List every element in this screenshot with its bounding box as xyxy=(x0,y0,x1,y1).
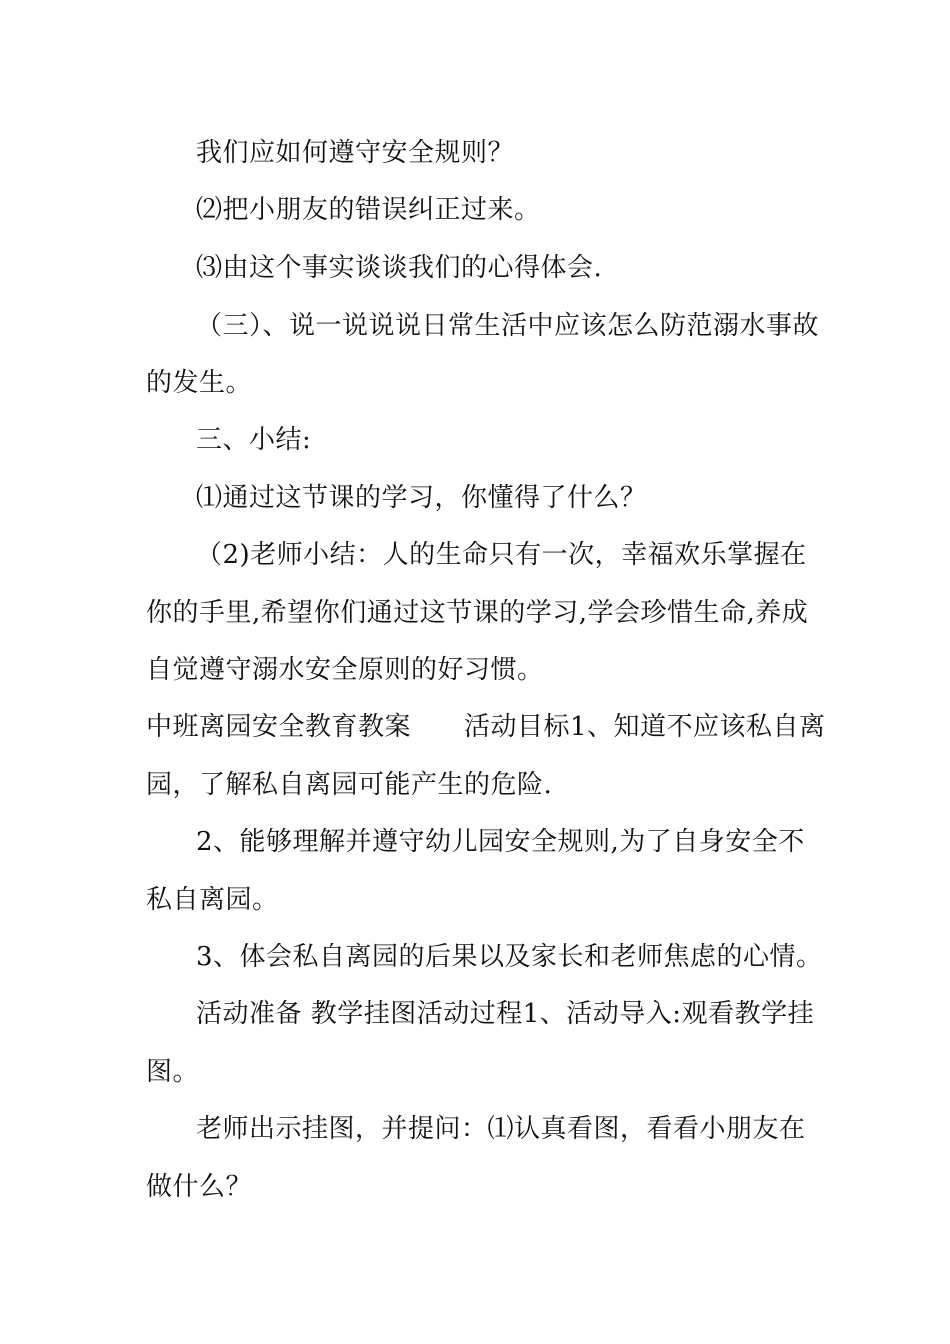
text-line: 活动准备 教学挂图活动过程1、活动导入:观看教学挂 xyxy=(196,999,815,1029)
text-line: 2、能够理解并遵守幼儿园安全规则,为了自身安全不 xyxy=(196,827,805,857)
text-line: ⑴通过这节课的学习，你懂得了什么？ xyxy=(196,483,647,513)
text-line: 私自离园。 xyxy=(146,885,279,915)
text-line: 自觉遵守溺水安全原则的好习惯。 xyxy=(146,655,544,685)
text-line: 我们应如何遵守安全规则？ xyxy=(196,138,515,168)
text-line: 做什么？ xyxy=(146,1172,253,1202)
text-line: 图。 xyxy=(146,1057,200,1087)
text-line: （三）、说一说说说日常生活中应该怎么防范溺水事故 xyxy=(196,311,820,341)
text-line: 你的手里,希望你们通过这节课的学习,学会珍惜生命,养成 xyxy=(146,598,809,628)
text-line: 三、小结: xyxy=(196,425,312,455)
text-line: ⑶由这个事实谈谈我们的心得体会. xyxy=(196,253,603,283)
text-line: ⑵把小朋友的错误纠正过来。 xyxy=(196,195,541,225)
text-line: （2)老师小结：人的生命只有一次，幸福欢乐掌握在 xyxy=(196,540,807,570)
text-line: 的发生。 xyxy=(146,368,253,398)
text-line: 园，了解私自离园可能产生的危险. xyxy=(146,770,553,800)
text-line: 3、体会私自离园的后果以及家长和老师焦虑的心情。 xyxy=(196,942,823,972)
text-line: 中班离园安全教育教案 活动目标1、知道不应该私自离 xyxy=(146,712,826,742)
text-line: 老师出示挂图，并提问：⑴认真看图，看看小朋友在 xyxy=(196,1114,806,1144)
